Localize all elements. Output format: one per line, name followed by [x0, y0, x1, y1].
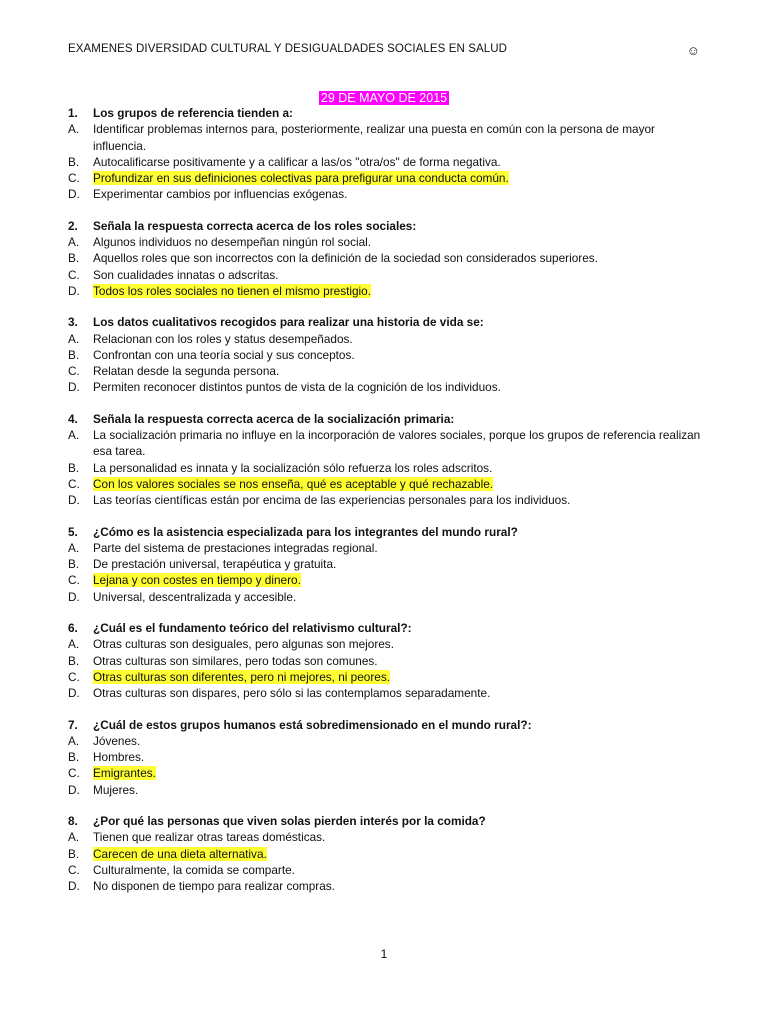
option-text: Tienen que realizar otras tareas domésticas. — [93, 830, 326, 845]
answer-option — [68, 283, 708, 299]
option-text: Parte del sistema de prestaciones integradas regional. — [93, 540, 378, 555]
question-7 — [68, 717, 708, 798]
option-text: Universal, descentralizada y accesible. — [93, 589, 297, 604]
answer-option — [68, 540, 708, 556]
option-text: La socialización primaria no influye en la incorporación de valores sociales, porque los grupos de referencia realizan esa tarea. — [93, 428, 701, 459]
option-letter: A. — [68, 733, 80, 748]
answer-option — [68, 460, 708, 476]
question-text: Los datos cualitativos recogidos para realizar una historia de vida se: — [93, 315, 484, 330]
option-text: Experimentar cambios por influencias exógenas. — [93, 187, 348, 202]
option-text: Autocalificarse positivamente y a calificar a las/os "otra/os" de forma negativa. — [93, 154, 501, 169]
question-number: 8. — [68, 813, 78, 828]
answer-option — [68, 379, 708, 395]
option-letter: A. — [68, 235, 80, 250]
answer-option — [68, 347, 708, 363]
question-1 — [68, 105, 708, 203]
question-number: 7. — [68, 717, 78, 732]
header-title: EXAMENES DIVERSIDAD CULTURAL Y DESIGUALDADES SOCIALES EN SALUD — [68, 43, 508, 55]
option-text: Las teorías científicas están por encima de las experiencias personales para los individuos. — [93, 493, 571, 508]
option-text: Otras culturas son similares, pero todas son comunes. — [93, 653, 378, 668]
question-stem — [68, 813, 708, 829]
question-4 — [68, 411, 708, 509]
option-text: Otras culturas son desiguales, pero algunas son mejores. — [93, 637, 394, 652]
option-letter: A. — [68, 637, 80, 652]
question-stem — [68, 218, 708, 234]
question-stem — [68, 411, 708, 427]
question-3 — [68, 314, 708, 395]
option-letter: C. — [68, 476, 80, 491]
question-text: ¿Cuál de estos grupos humanos está sobredimensionado en el mundo rural?: — [93, 717, 532, 732]
answer-option — [68, 862, 708, 878]
question-number: 4. — [68, 411, 78, 426]
answer-option — [68, 427, 708, 460]
question-number: 6. — [68, 621, 78, 636]
answer-option — [68, 476, 708, 492]
answer-option — [68, 250, 708, 266]
question-stem — [68, 524, 708, 540]
question-number: 1. — [68, 106, 78, 120]
question-list — [68, 105, 708, 909]
option-letter: A. — [68, 331, 80, 346]
option-text: Identificar problemas internos para, posteriormente, realizar una puesta en común con la persona de mayor influencia. — [93, 122, 655, 153]
page-header — [68, 43, 700, 58]
option-letter: B. — [68, 653, 80, 668]
answer-option — [68, 653, 708, 669]
option-letter: C. — [68, 766, 80, 781]
option-text: Algunos individuos no desempeñan ningún rol social. — [93, 235, 372, 250]
option-letter: B. — [68, 750, 80, 765]
question-5 — [68, 524, 708, 605]
option-text: Culturalmente, la comida se comparte. — [93, 862, 295, 877]
correct-answer-text: Carecen de una dieta alternativa. — [93, 846, 267, 861]
option-letter: C. — [68, 669, 80, 684]
answer-option — [68, 331, 708, 347]
question-text: Señala la respuesta correcta acerca de la socialización primaria: — [93, 411, 455, 426]
option-letter: B. — [68, 251, 80, 266]
question-number: 5. — [68, 524, 78, 539]
question-number: 2. — [68, 218, 78, 233]
answer-option — [68, 170, 708, 186]
option-text: Aquellos roles que son incorrectos con la definición de la sociedad son considerados superiores. — [93, 251, 598, 266]
option-text: De prestación universal, terapéutica y gratuita. — [93, 557, 337, 572]
option-text: No disponen de tiempo para realizar compras. — [93, 879, 335, 894]
correct-answer-text: Profundizar en sus definiciones colectivas para prefigurar una conducta común. — [93, 171, 509, 186]
answer-option — [68, 878, 708, 894]
option-letter: A. — [68, 428, 80, 443]
answer-option — [68, 572, 708, 588]
option-text: Son cualidades innatas o adscritas. — [93, 267, 279, 282]
question-text: ¿Cuál es el fundamento teórico del relativismo cultural?: — [93, 621, 412, 636]
question-text: ¿Por qué las personas que viven solas pierden interés por la comida? — [93, 813, 486, 828]
answer-option — [68, 154, 708, 170]
question-stem — [68, 717, 708, 733]
option-text: Relacionan con los roles y status desempeñados. — [93, 331, 353, 346]
answer-option — [68, 492, 708, 508]
answer-option — [68, 829, 708, 845]
correct-answer-text: Otras culturas son diferentes, pero ni mejores, ni peores. — [93, 669, 391, 684]
option-text: Hombres. — [93, 750, 145, 765]
option-text: Confrontan con una teoría social y sus conceptos. — [93, 347, 355, 362]
correct-answer-text: Todos los roles sociales no tienen el mismo prestigio. — [93, 283, 372, 298]
option-letter: C. — [68, 573, 80, 588]
question-text: Señala la respuesta correcta acerca de los roles sociales: — [93, 218, 417, 233]
option-text: Relatan desde la segunda persona. — [93, 364, 280, 379]
smiley-face-icon: ☺ — [686, 43, 700, 58]
option-letter: A. — [68, 540, 80, 555]
answer-option — [68, 186, 708, 202]
answer-option — [68, 121, 708, 154]
answer-option — [68, 556, 708, 572]
option-letter: D. — [68, 493, 80, 508]
answer-option — [68, 669, 708, 685]
answer-option — [68, 589, 708, 605]
question-6 — [68, 620, 708, 701]
question-stem — [68, 105, 708, 121]
page-number: 1 — [380, 947, 388, 961]
option-letter: D. — [68, 380, 80, 395]
option-text: Jóvenes. — [93, 733, 141, 748]
option-letter: C. — [68, 171, 80, 186]
correct-answer-text: Emigrantes. — [93, 766, 156, 781]
option-letter: C. — [68, 364, 80, 379]
answer-option — [68, 685, 708, 701]
answer-option — [68, 234, 708, 250]
answer-option — [68, 765, 708, 781]
correct-answer-text: Lejana y con costes en tiempo y dinero. — [93, 573, 301, 588]
option-letter: D. — [68, 686, 80, 701]
answer-option — [68, 363, 708, 379]
option-letter: D. — [68, 283, 80, 298]
question-8 — [68, 813, 708, 894]
question-stem — [68, 314, 708, 330]
option-letter: B. — [68, 460, 80, 475]
option-letter: A. — [68, 830, 80, 845]
answer-option — [68, 782, 708, 798]
option-letter: B. — [68, 557, 80, 572]
option-letter: D. — [68, 879, 80, 894]
answer-option — [68, 749, 708, 765]
option-text: La personalidad es innata y la socialización sólo refuerza los roles adscritos. — [93, 460, 493, 475]
option-letter: B. — [68, 347, 80, 362]
answer-option — [68, 846, 708, 862]
option-letter: D. — [68, 589, 80, 604]
option-letter: B. — [68, 846, 80, 861]
option-letter: C. — [68, 267, 80, 282]
option-letter: B. — [68, 154, 80, 169]
exam-date: 29 DE MAYO DE 2015 — [320, 91, 448, 105]
option-text: Mujeres. — [93, 782, 139, 797]
option-text: Otras culturas son dispares, pero sólo si las contemplamos separadamente. — [93, 686, 491, 701]
question-stem — [68, 620, 708, 636]
question-number: 3. — [68, 315, 78, 330]
option-letter: D. — [68, 187, 80, 202]
answer-option — [68, 636, 708, 652]
answer-option — [68, 733, 708, 749]
question-text: Los grupos de referencia tienden a: — [93, 106, 293, 120]
question-text: ¿Cómo es la asistencia especializada para los integrantes del mundo rural? — [93, 524, 518, 539]
correct-answer-text: Con los valores sociales se nos enseña, qué es aceptable y qué rechazable. — [93, 476, 494, 491]
option-letter: C. — [68, 862, 80, 877]
option-letter: D. — [68, 782, 80, 797]
option-letter: A. — [68, 122, 80, 137]
answer-option — [68, 267, 708, 283]
question-2 — [68, 218, 708, 299]
option-text: Permiten reconocer distintos puntos de vista de la cognición de los individuos. — [93, 380, 501, 395]
